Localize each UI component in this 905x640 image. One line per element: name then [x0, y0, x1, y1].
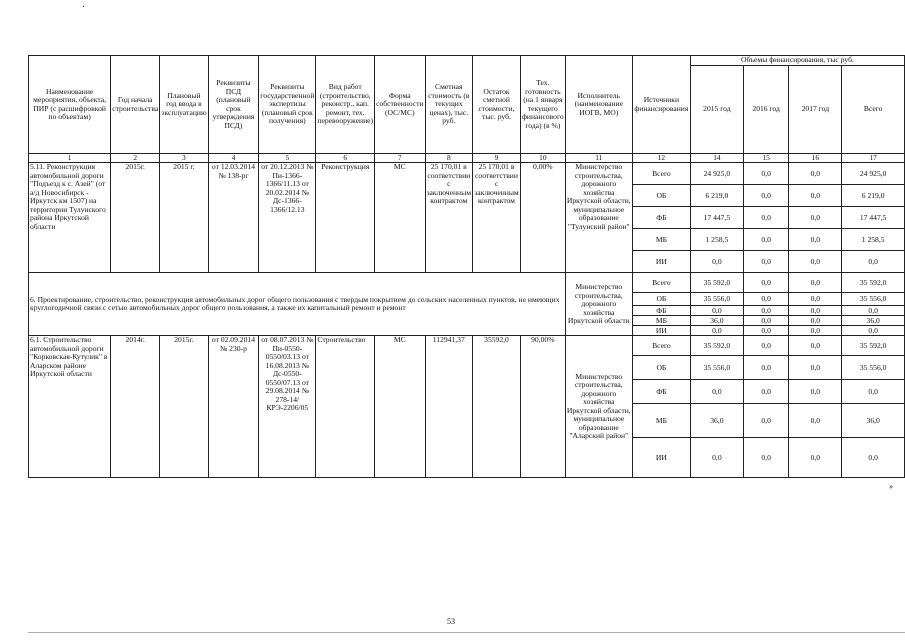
- value-total: 35 592,0: [842, 336, 905, 356]
- header-name: Наименование мероприятия, объекта, ПИР (с расшифровкой по объектам): [29, 56, 111, 154]
- value-2016: 0,0: [743, 356, 788, 380]
- value-2017: 0,0: [789, 336, 842, 356]
- value-2016: 0,0: [743, 380, 788, 404]
- start-year: 2014г.: [111, 336, 160, 478]
- header-cost: Сметная стоимость (в текущих ценах), тыс. руб.: [425, 56, 472, 154]
- source: ОБ: [632, 185, 690, 207]
- value-2016: 0,0: [743, 404, 788, 438]
- source: МБ: [632, 316, 690, 326]
- value-2017: 0,0: [789, 316, 842, 326]
- value-2016: 0,0: [743, 251, 788, 273]
- value-total: 0,0: [842, 380, 905, 404]
- header-2015: 2015 год: [690, 66, 743, 154]
- colnum: 11: [565, 154, 632, 163]
- header-remainder: Остаток сметной стоимости, тыс. руб.: [473, 56, 521, 154]
- source: ОБ: [632, 293, 690, 306]
- value-2016: 0,0: [743, 163, 788, 185]
- colnum: 4: [208, 154, 259, 163]
- header-expertise: Реквизиты государственной экспертизы (плановый срок получения): [259, 56, 316, 154]
- value-total: 0,0: [842, 306, 905, 316]
- value-2015: 35 556,0: [690, 293, 743, 306]
- value-2016: 0,0: [743, 185, 788, 207]
- colnum: 17: [842, 154, 905, 163]
- colnum: 12: [632, 154, 690, 163]
- ownership: МС: [375, 336, 425, 478]
- value-2015: 36,0: [690, 316, 743, 326]
- header-volume-group: Объемы финансирования, тыс руб.: [690, 56, 904, 66]
- value-2015: 0,0: [690, 251, 743, 273]
- source: ИИ: [632, 326, 690, 336]
- value-2017: 0,0: [789, 251, 842, 273]
- value-2017: 0,0: [789, 404, 842, 438]
- source: Всего: [632, 163, 690, 185]
- colnum: 6: [316, 154, 375, 163]
- value-total: 36,0: [842, 404, 905, 438]
- table-row: [29, 163, 905, 185]
- page-number: 53: [447, 617, 455, 626]
- value-2015: 17 447,5: [690, 207, 743, 229]
- value-2017: 0,0: [789, 185, 842, 207]
- value-total: 0,0: [842, 326, 905, 336]
- work-type: Реконструкция: [316, 163, 375, 273]
- estimated-cost: 112941,37: [425, 336, 472, 478]
- executor: Министерство строительства, дорожного хозяйства Иркутской области, муниципальное образование "Тулунский район": [565, 163, 632, 273]
- value-2017: 0,0: [789, 306, 842, 316]
- plan-year: 2015г.: [160, 336, 208, 478]
- value-2016: 0,0: [743, 306, 788, 316]
- value-2015: 35 592,0: [690, 336, 743, 356]
- value-total: 35 556,0: [842, 293, 905, 306]
- colnum: 9: [473, 154, 521, 163]
- source: ИИ: [632, 438, 690, 478]
- source: ИИ: [632, 251, 690, 273]
- value-total: 0,0: [842, 438, 905, 478]
- value-2016: 0,0: [743, 336, 788, 356]
- header-readiness: Тех. готовность (на 1 января текущего финансового года) (в %): [520, 56, 565, 154]
- header-start-year: Год начала строительства: [111, 56, 160, 154]
- value-2015: 0,0: [690, 438, 743, 478]
- header-total: Всего: [842, 66, 905, 154]
- source: МБ: [632, 404, 690, 438]
- cost-remainder: 25 170,01 в соответствии с заключенным контрактом: [473, 163, 521, 273]
- colnum: 5: [259, 154, 316, 163]
- budget-table-container: [28, 55, 905, 478]
- value-2017: 0,0: [789, 163, 842, 185]
- work-type: Строительство: [316, 336, 375, 478]
- executor: Министерство строительства, дорожного хозяйства Иркутской области, муниципальное образование "Аларский район": [565, 336, 632, 478]
- expertise-details: от 08.07.2013 № Пи-0550-0550/03.13 от 16.08.2013 № Дс-0550-0550/07.13 от 29.08.2014 № 278-14/КРЭ-2206/05: [259, 336, 316, 478]
- plan-year: 2015 г.: [160, 163, 208, 273]
- value-2015: 6 219,0: [690, 185, 743, 207]
- start-year: 2015г.: [111, 163, 160, 273]
- value-total: 1 258,5: [842, 229, 905, 251]
- value-2016: 0,0: [743, 207, 788, 229]
- value-2015: 0,0: [690, 306, 743, 316]
- psd-details: от 12.03.2014 № 138-рг: [208, 163, 259, 273]
- value-2017: 0,0: [789, 356, 842, 380]
- header-sources: Источники финансирования: [632, 56, 690, 154]
- colnum: 3: [160, 154, 208, 163]
- source: ФБ: [632, 306, 690, 316]
- colnum: 15: [743, 154, 788, 163]
- source: Всего: [632, 273, 690, 293]
- section-row: [29, 273, 905, 293]
- column-numbers-row: [29, 154, 905, 163]
- value-2016: 0,0: [743, 326, 788, 336]
- section-title: 6. Проектирование, строительство, реконструкция автомобильных дорог общего пользования с твердым покрытием до сельских населенных пунктов, не имеющих круглогодичной связи с сетью автомобильных дорог общего пользования, а также их капитальный ремонт и ремонт: [29, 273, 566, 336]
- value-2017: 0,0: [789, 273, 842, 293]
- source: Всего: [632, 336, 690, 356]
- value-2017: 0,0: [789, 293, 842, 306]
- estimated-cost: 25 170,01 в соответствии с заключенным контрактом: [425, 163, 472, 273]
- value-total: 35 592,0: [842, 273, 905, 293]
- source: ФБ: [632, 207, 690, 229]
- readiness: 0,00%: [520, 163, 565, 273]
- ownership: МС: [375, 163, 425, 273]
- value-2016: 0,0: [743, 229, 788, 251]
- scan-mark: ·: [82, 2, 86, 13]
- value-2015: 0,0: [690, 380, 743, 404]
- value-2015: 0,0: [690, 326, 743, 336]
- expertise-details: от 20.12.2013 № Пи-1366-1366/11.13 от 20.02.2014 № Дс-1366-1366/12.13: [259, 163, 316, 273]
- colnum: 2: [111, 154, 160, 163]
- colnum: 14: [690, 154, 743, 163]
- source: ОБ: [632, 356, 690, 380]
- header-row: [29, 56, 905, 66]
- colnum: 7: [375, 154, 425, 163]
- value-2016: 0,0: [743, 438, 788, 478]
- value-total: 17 447,5: [842, 207, 905, 229]
- value-2015: 24 925,0: [690, 163, 743, 185]
- section-executor: Министерство строительства, дорожного хозяйства Иркутской области: [565, 273, 632, 336]
- header-2017: 2017 год: [789, 66, 842, 154]
- colnum: 16: [789, 154, 842, 163]
- table-row: [29, 336, 905, 356]
- colnum: 10: [520, 154, 565, 163]
- header-plan-year: Плановый год ввода в эксплуатацию: [160, 56, 208, 154]
- page-edge-divider: [28, 632, 905, 633]
- value-2016: 0,0: [743, 316, 788, 326]
- header-2016: 2016 год: [743, 66, 788, 154]
- value-total: 6 219,0: [842, 185, 905, 207]
- value-2017: 0,0: [789, 229, 842, 251]
- value-total: 35 556,0: [842, 356, 905, 380]
- value-2016: 0,0: [743, 293, 788, 306]
- value-2017: 0,0: [789, 380, 842, 404]
- object-name: 5.11. Реконструкция автомобильной дороги "Подъезд к с. Азей" (от а/д Новосибирск - Иркутск км 1507) на территории Тулунского района Иркутской области: [29, 163, 111, 273]
- source: ФБ: [632, 380, 690, 404]
- source: МБ: [632, 229, 690, 251]
- header-executor: Исполнитель (наименование ИОГВ, МО): [565, 56, 632, 154]
- header-work-type: Вид работ (строительство, реконстр., кап. ремонт, тех. перевооружение): [316, 56, 375, 154]
- value-total: 24 925,0: [842, 163, 905, 185]
- value-total: 0,0: [842, 251, 905, 273]
- value-2017: 0,0: [789, 326, 842, 336]
- value-2015: 1 258,5: [690, 229, 743, 251]
- value-2017: 0,0: [789, 207, 842, 229]
- psd-details: от 02.09.2014 № 230-р: [208, 336, 259, 478]
- financing-table: [28, 55, 905, 478]
- header-psd: Реквизиты ПСД (плановый срок утверждения ПСД): [208, 56, 259, 154]
- readiness: 90,00%: [520, 336, 565, 478]
- value-2015: 35 556,0: [690, 356, 743, 380]
- value-2015: 36,0: [690, 404, 743, 438]
- scan-mark: »: [889, 482, 893, 491]
- object-name: 6.1. Строительство автомобильной дороги "Корковская-Кутулик" в Аларском районе Иркутской области: [29, 336, 111, 478]
- colnum: 8: [425, 154, 472, 163]
- value-total: 36,0: [842, 316, 905, 326]
- value-2017: 0,0: [789, 438, 842, 478]
- value-2015: 35 592,0: [690, 273, 743, 293]
- header-ownership: Форма собственности (ОС/МС): [375, 56, 425, 154]
- colnum: 1: [29, 154, 111, 163]
- value-2016: 0,0: [743, 273, 788, 293]
- cost-remainder: 35592,0: [473, 336, 521, 478]
